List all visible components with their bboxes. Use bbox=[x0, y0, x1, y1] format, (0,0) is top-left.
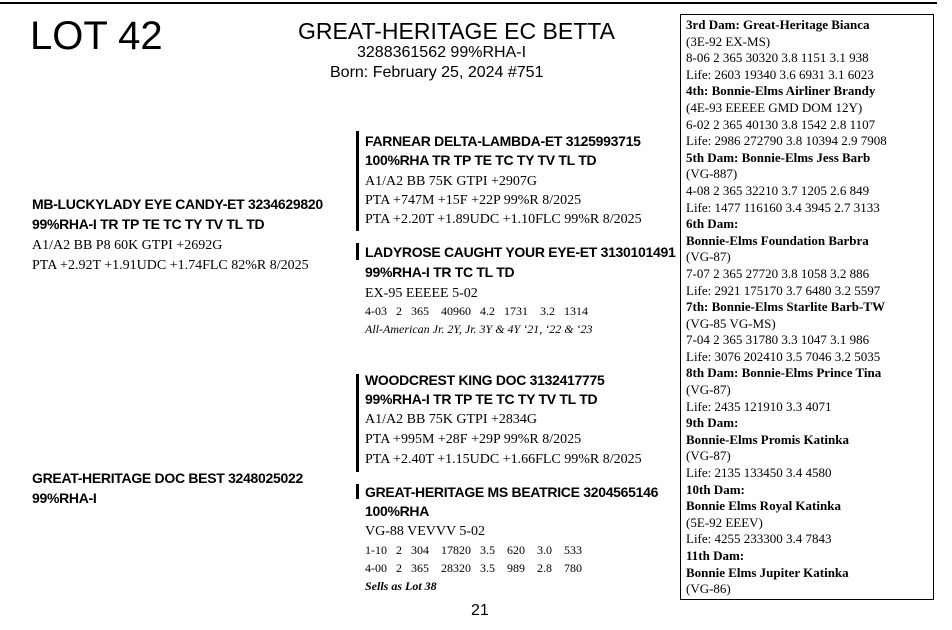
dams-sire-codes: 99%RHA-I TR TP TE TC TY TV TL TD bbox=[365, 391, 598, 407]
dams-sire-pta-production: PTA +995M +28F +29P 99%R 8/2025 bbox=[365, 432, 582, 447]
sires-sire-pta-production: PTA +747M +15F +22P 99%R 8/2025 bbox=[365, 193, 582, 208]
sire-name: MB-LUCKYLADY EYE CANDY-ET 3234629820 bbox=[32, 196, 323, 212]
sires-sire-name: FARNEAR DELTA-LAMBDA-ET 3125993715 bbox=[365, 133, 641, 149]
family-7th-dam-title: 7th: Bonnie-Elms Starlite Barb-TW bbox=[686, 299, 885, 315]
sires-dam-name: LADYROSE CAUGHT YOUR EYE-ET 3130101491 bbox=[365, 244, 676, 260]
sires-dam-codes: 99%RHA-I TR TC TL TD bbox=[365, 264, 515, 280]
sires-dam-bracket bbox=[356, 243, 359, 260]
lot-number: LOT 42 bbox=[30, 14, 163, 58]
family-6th-dam-name: Bonnie-Elms Foundation Barbra bbox=[686, 232, 869, 248]
family-3rd-dam-line: (3E-92 EX-MS) bbox=[686, 33, 771, 49]
animal-name: GREAT-HERITAGE EC BETTA bbox=[298, 18, 615, 44]
family-5th-dam-title: 5th Dam: Bonnie-Elms Jess Barb bbox=[686, 149, 871, 165]
dams-dam-note: Sells as Lot 38 bbox=[365, 579, 437, 593]
dam-name: GREAT-HERITAGE DOC BEST 3248025022 bbox=[32, 470, 303, 486]
family-3rd-dam-line: Life: 2603 19340 3.6 6931 3.1 6023 bbox=[686, 66, 874, 82]
family-11th-dam-title: 11th Dam: bbox=[686, 548, 745, 563]
sire-pta: PTA +2.92T +1.91UDC +1.74FLC 82%R 8/2025 bbox=[32, 258, 309, 273]
family-10th-dam-line: (5E-92 EEEV) bbox=[686, 514, 763, 530]
top-rule bbox=[0, 2, 937, 4]
sires-dam-honors: All-American Jr. 2Y, Jr. 3Y & 4Y ‘21, ‘22 & ‘23 bbox=[365, 322, 593, 336]
dams-sire-genomics: A1/A2 BB 75K GTPI +2834G bbox=[365, 412, 538, 427]
family-6th-dam-title: 6th Dam: bbox=[686, 216, 739, 232]
family-7th-dam-line: (VG-85 VG-MS) bbox=[686, 315, 776, 331]
dams-dam-record-1: 1-10 2 304 17820 3.5 620 3.0 533 bbox=[365, 543, 582, 557]
family-9th-dam-line: Life: 2135 133450 3.4 4580 bbox=[686, 465, 832, 481]
family-10th-dam-line: Life: 4255 233300 3.4 7843 bbox=[686, 531, 832, 547]
family-9th-dam-name: Bonnie-Elms Promis Katinka bbox=[686, 431, 850, 447]
sires-sire-genomics: A1/A2 BB 75K GTPI +2907G bbox=[365, 174, 538, 189]
family-6th-dam-line: (VG-87) bbox=[686, 249, 731, 265]
family-4th-dam-line: 6-02 2 365 40130 3.8 1542 2.8 1107 bbox=[686, 116, 876, 132]
dams-dam-record-2: 4-00 2 365 28320 3.5 989 2.8 780 bbox=[365, 561, 582, 575]
sires-dam-record: 4-03 2 365 40960 4.2 1731 3.2 1314 bbox=[365, 304, 588, 318]
dams-sire-pta-type: PTA +2.40T +1.15UDC +1.66FLC 99%R 8/2025 bbox=[365, 452, 642, 467]
family-7th-dam-line: 7-04 2 365 31780 3.3 1047 3.1 986 bbox=[686, 332, 870, 348]
animal-registration: 3288361562 99%RHA-I bbox=[357, 44, 527, 61]
family-10th-dam-name: Bonnie Elms Royal Katinka bbox=[686, 498, 841, 514]
family-8th-dam-title: 8th Dam: Bonnie-Elms Prince Tina bbox=[686, 365, 882, 381]
sires-sire-pta-type: PTA +2.20T +1.89UDC +1.10FLC 99%R 8/2025 bbox=[365, 212, 642, 227]
family-8th-dam-line: (VG-87) bbox=[686, 382, 731, 398]
sires-sire-bracket bbox=[356, 131, 359, 231]
family-10th-dam-title: 10th Dam: bbox=[686, 481, 745, 497]
family-6th-dam-line: 7-07 2 365 27720 3.8 1058 3.2 886 bbox=[686, 265, 870, 281]
dams-sire-bracket bbox=[356, 374, 359, 472]
family-3rd-dam-title: 3rd Dam: Great-Heritage Bianca bbox=[686, 17, 870, 32]
family-4th-dam-line: (4E-93 EEEEE GMD DOM 12Y) bbox=[686, 99, 863, 115]
family-8th-dam-line: Life: 2435 121910 3.3 4071 bbox=[686, 398, 832, 414]
family-4th-dam-line: Life: 2986 272790 3.8 10394 2.9 7908 bbox=[686, 133, 887, 149]
family-3rd-dam-line: 8-06 2 365 30320 3.8 1151 3.1 938 bbox=[686, 50, 869, 66]
family-5th-dam-line: (VG-887) bbox=[686, 166, 738, 182]
family-11th-dam-name: Bonnie Elms Jupiter Katinka bbox=[686, 564, 849, 580]
sire-codes: 99%RHA-I TR TP TE TC TY TV TL TD bbox=[32, 216, 265, 232]
sires-dam-classification: EX-95 EEEEE 5-02 bbox=[365, 286, 478, 301]
family-9th-dam-title: 9th Dam: bbox=[686, 415, 739, 431]
dams-dam-bracket bbox=[356, 484, 359, 499]
family-6th-dam-line: Life: 2921 175170 3.7 6480 3.2 5597 bbox=[686, 282, 881, 298]
dams-dam-name: GREAT-HERITAGE MS BEATRICE 3204565146 bbox=[365, 484, 659, 500]
sire-genomics: A1/A2 BB P8 60K GTPI +2692G bbox=[32, 238, 223, 253]
dams-sire-name: WOODCREST KING DOC 3132417775 bbox=[365, 372, 605, 388]
family-5th-dam-line: 4-08 2 365 32210 3.7 1205 2.6 849 bbox=[686, 182, 870, 198]
animal-birth-date: Born: February 25, 2024 #751 bbox=[330, 64, 544, 81]
dam-codes: 99%RHA-I bbox=[32, 490, 97, 506]
dams-dam-codes: 100%RHA bbox=[365, 503, 430, 519]
sires-sire-codes: 100%RHA TR TP TE TC TY TV TL TD bbox=[365, 152, 597, 168]
family-7th-dam-line: Life: 3076 202410 3.5 7046 3.2 5035 bbox=[686, 348, 881, 364]
family-5th-dam-line: Life: 1477 116160 3.4 3945 2.7 3133 bbox=[686, 199, 880, 215]
family-11th-dam-line: (VG-86) bbox=[686, 581, 731, 597]
dams-dam-classification: VG-88 VEVVV 5-02 bbox=[365, 524, 486, 539]
maternal-family-box bbox=[680, 14, 934, 600]
family-9th-dam-line: (VG-87) bbox=[686, 448, 731, 464]
family-4th-dam-title: 4th: Bonnie-Elms Airliner Brandy bbox=[686, 83, 876, 99]
page-number: 21 bbox=[471, 602, 489, 619]
